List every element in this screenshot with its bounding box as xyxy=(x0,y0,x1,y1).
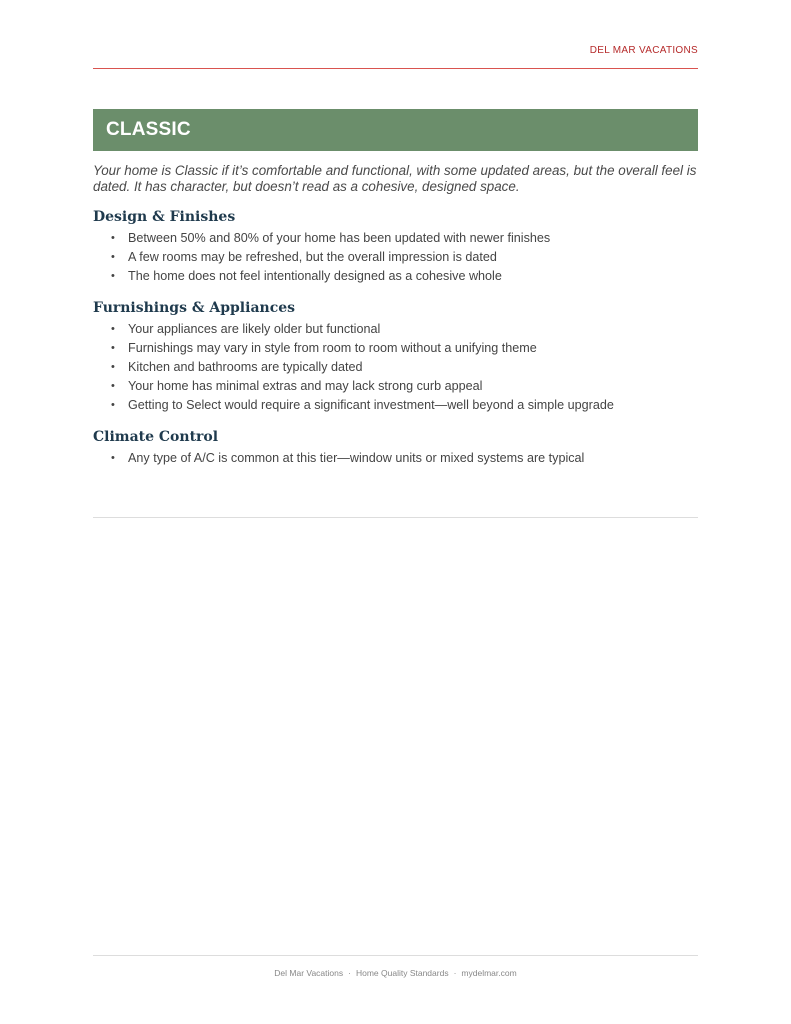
list-item xyxy=(93,229,698,248)
footer-site: mydelmar.com xyxy=(461,968,517,978)
list-item-text: A few rooms may be refreshed, but the overall impression is dated xyxy=(128,250,497,264)
list-item xyxy=(93,377,698,396)
list-item xyxy=(93,339,698,358)
bullet-icon: • xyxy=(111,342,115,354)
section-list xyxy=(93,449,698,468)
bullet-icon: • xyxy=(111,361,115,373)
section-list xyxy=(93,229,698,286)
content-divider xyxy=(93,517,698,518)
list-item-text: Between 50% and 80% of your home has been updated with newer finishes xyxy=(128,231,551,245)
tier-banner xyxy=(93,109,698,151)
section-heading: Climate Control xyxy=(93,429,219,445)
section-climate xyxy=(93,429,698,468)
section-heading: Furnishings & Appliances xyxy=(93,300,296,316)
footer-doc-title: Home Quality Standards xyxy=(355,968,449,978)
bullet-icon: • xyxy=(111,399,115,411)
section-heading: Design & Finishes xyxy=(93,209,236,225)
main-content xyxy=(93,109,698,468)
footer xyxy=(93,968,698,978)
tier-title: CLASSIC xyxy=(106,119,191,140)
intro-text: Your home is Classic if it’s comfortable and functional, with some updated areas, but the overall feel is dated. It has character, but doesn’t read as a cohesive, designed space. xyxy=(93,163,697,194)
footer-company: Del Mar Vacations xyxy=(274,968,344,978)
list-item xyxy=(93,449,698,468)
footer-separator: · xyxy=(348,968,351,978)
list-item-text: The home does not feel intentionally designed as a cohesive whole xyxy=(128,269,502,283)
brand-name: DEL MAR VACATIONS xyxy=(589,45,698,56)
list-item-text: Kitchen and bathrooms are typically dated xyxy=(128,360,363,374)
list-item xyxy=(93,248,698,267)
list-item xyxy=(93,396,698,415)
bullet-icon: • xyxy=(111,452,115,464)
section-list xyxy=(93,320,698,415)
list-item-text: Furnishings may vary in style from room to room without a unifying theme xyxy=(128,341,537,355)
list-item-text: Your appliances are likely older but functional xyxy=(128,322,381,336)
bullet-icon: • xyxy=(111,323,115,335)
footer-separator: · xyxy=(453,968,457,978)
section-furnishings xyxy=(93,300,698,415)
footer-divider xyxy=(93,955,698,956)
list-item xyxy=(93,358,698,377)
list-item-text: Your home has minimal extras and may lack strong curb appeal xyxy=(128,379,483,393)
section-design xyxy=(93,209,698,286)
bullet-icon: • xyxy=(111,251,115,263)
header-divider xyxy=(93,68,698,69)
list-item xyxy=(93,267,698,286)
bullet-icon: • xyxy=(111,232,115,244)
list-item-text: Getting to Select would require a significant investment—well beyond a simple upgrade xyxy=(128,398,614,412)
bullet-icon: • xyxy=(111,380,115,392)
list-item-text: Any type of A/C is common at this tier—window units or mixed systems are typical xyxy=(128,451,585,465)
list-item xyxy=(93,320,698,339)
bullet-icon: • xyxy=(111,270,115,282)
